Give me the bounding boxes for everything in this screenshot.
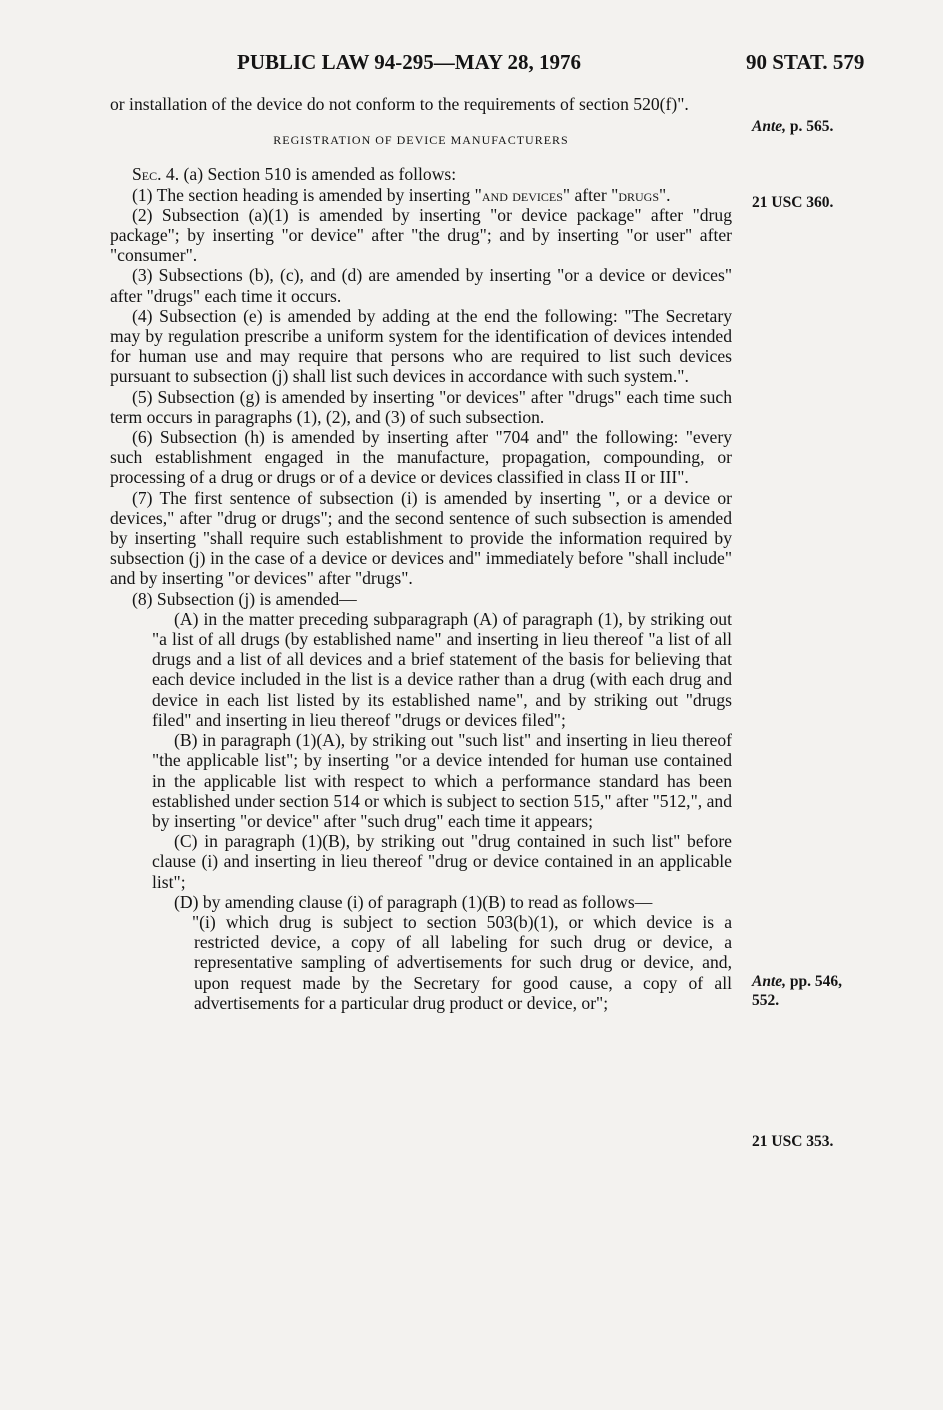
p1-part-a: (1) The section heading is amended by inserting ": [132, 184, 482, 205]
p1-part-c: ".: [659, 184, 671, 205]
p1-part-b: " after ": [562, 184, 619, 205]
subparagraph-C: (C) in paragraph (1)(B), by striking out "drug contained in such list" before clause (i) and inserting in lieu thereof "drug or device contained in an applicable list";: [152, 831, 732, 892]
margin-ante-italic: Ante,: [752, 118, 787, 135]
header-stat-page: 90 STAT. 579: [746, 50, 865, 74]
p1-smallcaps-drugs: drugs: [618, 184, 659, 205]
subparagraph-D: (D) by amending clause (i) of paragraph (1)(B) to read as follows—: [174, 891, 653, 912]
header-title: PUBLIC LAW 94-295—MAY 28, 1976: [237, 50, 581, 74]
p1-smallcaps-devices: and devices: [481, 184, 563, 205]
sec-label: Sec.: [132, 164, 162, 185]
margin-ante-page: p. 565.: [786, 118, 834, 135]
continuation-paragraph: or installation of the device do not conform to the requirements of section 520(f)".: [110, 94, 689, 114]
margin-note-21usc353: 21 USC 353.: [752, 1133, 834, 1150]
paragraph-6: (6) Subsection (h) is amended by inserting after "704 and" the following: "every such establishment engaged in the manufacture, propagation, compounding, or processing of a drug or drugs or of a device or devices classified in class II or III".: [110, 427, 732, 488]
margin-note-ante-565: [752, 117, 882, 136]
body-text: [110, 94, 732, 1013]
paragraph-2: (2) Subsection (a)(1) is amended by inserting "or device package" after "drug package"; by inserting "or device" after "the drug"; and by inserting "or user" after "consumer".: [110, 204, 732, 266]
margin-ante2-pages: pp. 546, 552.: [752, 973, 843, 1009]
margin-note-21usc360: 21 USC 360.: [752, 194, 834, 211]
paragraph-8: (8) Subsection (j) is amended—: [132, 588, 357, 609]
subparagraph-B: (B) in paragraph (1)(A), by striking out "such list" and inserting in lieu thereof "the applicable list"; by inserting "or a device intended for human use contained in the applicable list with respect to which a performance standard has been established under section 514 or which is subject to section 515," after "512,", and by inserting "or device" after "such drug" each time it appears;: [152, 730, 732, 831]
paragraph-7: (7) The first sentence of subsection (i) is amended by inserting ", or a device or devices," after "drug or drugs"; and the second sentence of such subsection is amended by inserting "shall require such establishment to provide the information required by subsection (j) in the case of a device or devices and" immediately before "shall include" and by inserting "or devices" after "drugs".: [110, 487, 732, 589]
running-header: [0, 50, 943, 82]
margin-note-ante-546: [752, 972, 867, 1010]
section-subheading: REGISTRATION OF DEVICE MANUFACTURERS: [273, 133, 569, 148]
margin-ante2-italic: Ante,: [752, 973, 787, 990]
paragraph-3: (3) Subsections (b), (c), and (d) are amended by inserting "or a device or devices" after "drugs" each time it occurs.: [110, 265, 732, 306]
paragraph-5: (5) Subsection (g) is amended by inserting "or devices" after "drugs" each time such term occurs in paragraphs (1), (2), and (3) of such subsection.: [110, 386, 732, 427]
sec-text: 4. (a) Section 510 is amended as follows:: [161, 164, 457, 185]
section-4-intro: [110, 164, 732, 184]
subparagraph-A: (A) in the matter preceding subparagraph (A) of paragraph (1), by striking out "a list of all drugs (by established name" and inserting in lieu thereof "a list of all drugs and a list of all devices and a brief statement of the basis for believing that each device included in the list is a device rather than a drug (with each drug and device in each list listed by its established name", and by striking out "drugs filed" and inserting in lieu thereof "drugs or devices filed";: [152, 608, 732, 730]
paragraph-1: [110, 185, 732, 205]
paragraph-4: (4) Subsection (e) is amended by adding at the end the following: "The Secretary may by regulation prescribe a uniform system for the identification of devices intended for human use and may require that persons who are required to list such devices pursuant to subsection (j) shall list such devices in accordance with such system.".: [110, 305, 732, 387]
quoted-clause-i: "(i) which drug is subject to section 503(b)(1), or which device is a restricted device, a copy of all labeling for such drug or device, a representative sampling of advertisements for such drug or device, and, upon request made by the Secretary for good cause, a copy of all advertisements for a particular drug product or device, or";: [192, 911, 732, 1013]
